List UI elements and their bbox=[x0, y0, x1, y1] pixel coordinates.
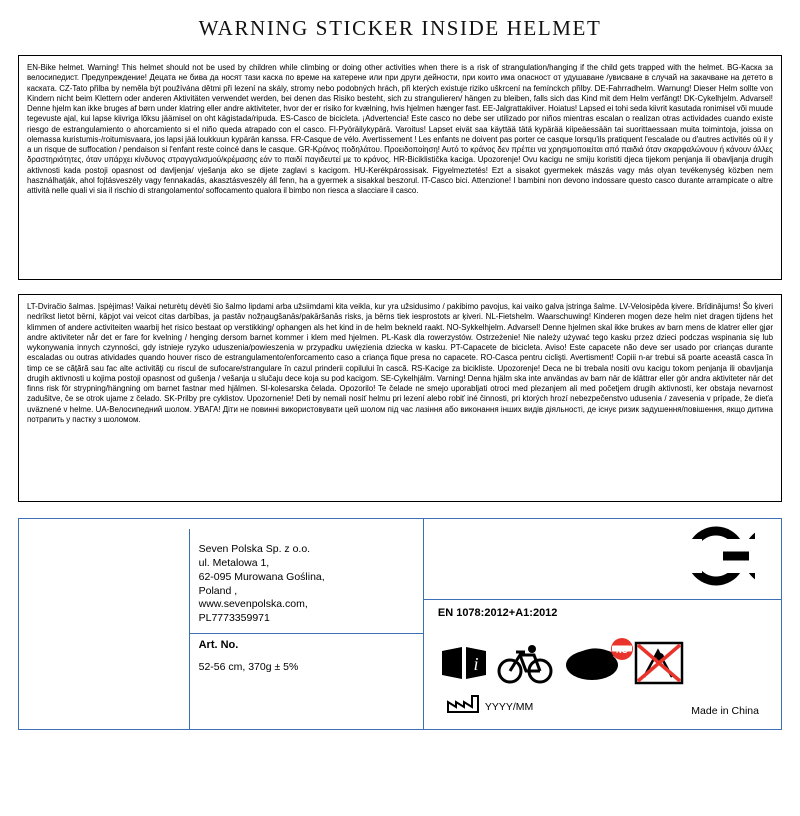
warning-text-block-1: EN-Bike helmet. Warning! This helmet should not be used by children while climbing or doing other activities when there is a risk of strangulation/hanging if the child gets trapped with the helmet. BG-Каска за велосипедист. Предупреждение! Децата не бива да носят тази каска по време на катерене или при други дейности, при които има опасност от удушаване /увисване в случай на закачване на детето в каската. CZ-Tato přilba by neměla být používána dětmi při lezení na skály, stromy nebo podobných hrách, při kterých existuje riziko uškrcení na femínckch přilby. DE-Fahrradhelm. Warnung! Dieser Helm sollte von Kindern nicht beim Klettern oder anderen Aktivitäten verwendet werden, bei denen das Risiko besteht, sich zu strangulieren/ hängen zu bleiben, falls sich das Kind mit dem Helm verfängt! DK-Cykelhjelm. Advarsel! Denne hjelm kan ikke bruges af børn under klatring eller andre aktiviteter, hvor der er risiko for kvælning, hvis hjelmen hænger fast. EE-Jalgrattakiiver. Hoiatus! Lapsed ei tohi seda kiivrit kasutada ronimisel või muude tegevuste ajal, kui lapse kiivriga lõksu jäämisel on oht kägistada/ripuda. ES-Casco de bicicleta. ¡Advertencia! Este casco no debe ser utilizado por niños mientras escalan o realizan otras actividades cuando existe riesgo de estrangulamiento o ahorcamiento si el niño queda atrapado con el casco. FI-Pyöräilykypärä. Varoitus! Lapset eivät saa käyttää tätä kypärää kiipeäessään tai suorittaessaan muita toimintoja, joissa on olemassa kuristumis-/roitumisvaara, jos lapsi jää loukkuun kypärän kanssa. FR-Casque de vélo. Avertissement ! Les enfants ne doivent pas porter ce casque lorsqu'ils pratiquent l'escalade ou d'autres activités où il y a un risque de suffocation / pendaison si l'enfant reste coincé dans le casque. GR-Κράνος ποδηλάτου. Προειδοποίηση! Αυτό το κράνος δεν πρέπει να χρησιμοποιείται από παιδιά όταν σκαρφαλώνουν ή κάνουν άλλες δραστηριότητες, όταν υπάρχει κίνδυνος στραγγαλισμού/κρέμασης εάν το παιδί παγιδευτεί με το κράνος. HR-Biciklistička kaciga. Upozorenje! Ovu kacigu ne smiju koristiti djeca tijekom penjanja ili obavljanja drugih aktivnosti kada postoji opasnost od davljenja/ vješanja ako se dijete zaglavi s kacigom. HU-Kerékpárossisak. Figyelmeztetés! Ezt a sisakot gyermekek mászás vagy más olyan tevékenység közben nem használhatják, ahol fojtásveszély vagy fennakadás, akasztásveszély áll fenn, ha a gyermek a sisakkal beszorul. IT-Casco bici. Attenzione! I bambini non devono indossare questo casco durante arrampicate o altre attività nelle quali vi sia il rischio di strangolamento/ soffocamento qualora il bimbo non riesca a slacciare il casco. bbox=[18, 55, 782, 280]
company-street: ul. Metalowa 1, bbox=[198, 556, 270, 569]
manufacturer-address bbox=[189, 535, 325, 626]
company-country: Poland , bbox=[198, 584, 238, 597]
svg-text:i: i bbox=[473, 654, 479, 674]
manual-booklet-icon bbox=[438, 645, 490, 688]
company-name: Seven Polska Sp. z o.o. bbox=[198, 543, 311, 555]
article-number-box bbox=[189, 633, 423, 673]
standard-number: EN 1078:2012+A1:2012 bbox=[437, 607, 558, 619]
company-tax-id: PL7773359971 bbox=[198, 612, 270, 625]
date-of-manufacture-row bbox=[446, 694, 533, 719]
pictogram-group bbox=[434, 627, 773, 725]
certification-column bbox=[423, 519, 781, 729]
article-number-value: 52-56 cm, 370g ± 5% bbox=[198, 661, 299, 673]
made-in-label: Made in China bbox=[691, 705, 759, 717]
factory-icon bbox=[446, 694, 480, 719]
company-website: www.sevenpolska.com, bbox=[198, 598, 308, 611]
no-climbing-icon bbox=[630, 637, 690, 694]
date-format-label: YYYY/MM bbox=[484, 700, 534, 713]
document-page bbox=[0, 16, 800, 816]
article-number-label: Art. No. bbox=[198, 639, 239, 651]
no-motorcycle-icon bbox=[562, 637, 640, 692]
bicycle-icon bbox=[496, 643, 554, 690]
manufacturer-info-panel bbox=[18, 518, 782, 730]
ce-mark-icon bbox=[635, 525, 755, 587]
manufacturer-column bbox=[19, 519, 423, 729]
page-title: WARNING STICKER INSIDE HELMET bbox=[198, 16, 602, 40]
company-city: 62-095 Murowana Goślina, bbox=[198, 570, 325, 583]
ce-area bbox=[424, 519, 781, 600]
warning-text-block-2: LT-Dviračio šalmas. Įspėjimas! Vaikai neturėtų dėvėti šio šalmo lipdami arba užsiimdami kita veikla, kur yra užsidusimo / pakibimo pavojus, kai vaiko galva įstringa šalme. LV-Velosipēda ķivere. Brīdinājums! Šo ķiveri nedrīkst lietot bērni, kāpjot vai veicot citas darbības, ja pastāv nožņaugšanās/pakāršanās risks, ja bērns tiek iesprostots ar ķiveri. NL-Fietshelm. Waarschuwing! Kinderen mogen deze helm niet dragen tijdens het klimmen of andere activiteiten waarbij het risico bestaat op verstikking/ ophangen als het kind in de helm bekneld raakt. NO-Sykkelhjelm. Advarsel! Denne hjelmen skal ikke brukes av barn mens de klatrer eller gjør andre aktiviteter når det er fare for kvelning / henging dersom barnet kommer i klem med hjelmen. PL-Kask dla rowerzystów. Ostrzeżenie! Nie należy używać tego kasku przez dzieci podczas wspinania się lub wykonywania innych czynności, gdy istnieje ryzyko uduszenia/powieszenia w przypadku uwięzienia dziecka w kasku. PT-Capacete de bicicleta. Aviso! Este capacete não deve ser usado por crianças durante escaladas ou outras atividades quando houver risco de estrangulamento/enforcamento caso a criança fique presa no capacete. RO-Casca pentru ciclişti. Avertisment! Copiii n-ar trebui să poarte această casca în timp ce se cățără sau fac alte activități cu riscul de sufocare/strangulare în cazul prinderii copilului în cască. RS-Kacige za bicikliste. Upozorenje! Deca ne bi trebala nositi ovu kacigu tokom penjanja ili obavljanja drugih aktivnosti u kojima postoji opasnost od gušenja / vešanja u slučaju dece koja su pod kacigom. SE-Cykelhjälm. Varning! Denna hjälm ska inte användas av barn när de klättrar eller gör andra aktiviteter när det finns risk för strypning/hängning om barnet fastnar med hjälmen. SI-kolesarska čelada. Opozorilo! Te čelade ne smejo uporabljati otroci med plezanjem ali med početjem drugih aktivnosti, ker obstaja nevarnost zadušitve, če se otrok ujame z čelado. SK-Prilby pre cyklistov. Upozornenie! Deti by nemali nosiť helmu pri lezení alebo robiť iné činnosti, pri ktorých hrozí nebezpečenstvo udusenia / zavesenia v prípade, že dieťa uväznené v helme. UA-Велосипедний шолом. УВАГА! Діти не повинні використовувати цей шолом під час лазіння або виконання інших видів діяльності, де існує ризик задушення/повішення, якщо дитина потрапить у пастку з шоломом. bbox=[18, 294, 782, 502]
svg-text:NO: NO bbox=[615, 646, 628, 655]
